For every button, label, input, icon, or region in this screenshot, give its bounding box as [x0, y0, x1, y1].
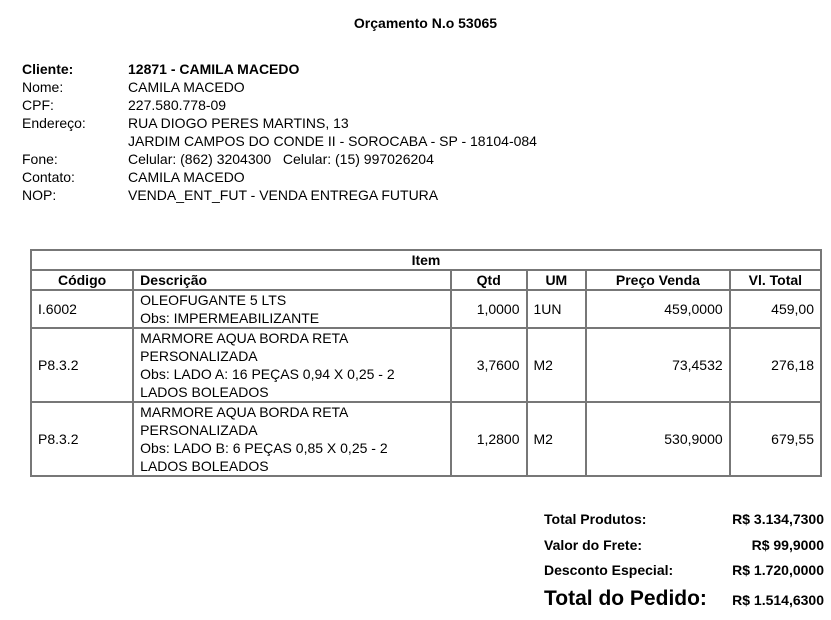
cell-um: M2 — [527, 402, 587, 476]
client-value: 12871 - CAMILA MACEDO — [128, 61, 300, 77]
client-label: NOP: — [22, 187, 57, 203]
client-row-nome — [22, 78, 537, 96]
desconto-especial-value: R$ 1.720,0000 — [732, 562, 824, 578]
total-pedido-value: R$ 1.514,6300 — [732, 592, 824, 608]
total-produtos-label: Total Produtos: — [544, 511, 647, 527]
client-label: Nome: — [22, 79, 64, 95]
cell-codigo: P8.3.2 — [31, 328, 133, 402]
obs-line: Obs: LADO B: 6 PEÇAS 0,85 X 0,25 - 2 — [140, 440, 388, 456]
total-produtos-value: R$ 3.134,7300 — [732, 511, 824, 527]
client-row-contato — [22, 168, 537, 186]
col-header-qtd: Qtd — [451, 270, 527, 290]
cell-um: M2 — [527, 328, 587, 402]
col-header-um: UM — [527, 270, 587, 290]
client-label: Contato: — [22, 169, 75, 185]
description-line: PERSONALIZADA — [140, 348, 258, 364]
valor-frete-row — [544, 537, 824, 562]
cell-codigo: P8.3.2 — [31, 402, 133, 476]
valor-frete-value: R$ 99,9000 — [751, 537, 824, 553]
client-label: CPF: — [22, 97, 54, 113]
client-label: Fone: — [22, 151, 58, 167]
obs-line: LADOS BOLEADOS — [140, 458, 269, 474]
total-pedido-row — [544, 587, 824, 611]
client-label — [22, 132, 128, 150]
client-value: 227.580.778-09 — [128, 97, 227, 113]
col-header-preco-venda: Preço Venda — [586, 270, 730, 290]
description-line: PERSONALIZADA — [140, 422, 258, 438]
cell-descricao — [133, 328, 451, 402]
obs-line: Obs: LADO A: 16 PEÇAS 0,94 X 0,25 - 2 — [140, 366, 395, 382]
client-row-nop — [22, 186, 537, 204]
cell-vl-total: 459,00 — [730, 290, 821, 328]
client-label: Endereço: — [22, 115, 86, 131]
client-value: Celular: (862) 3204300 Celular: (15) 997026204 — [128, 151, 434, 167]
client-label: Cliente: — [22, 61, 74, 77]
items-table — [30, 249, 822, 477]
col-header-codigo: Código — [31, 270, 133, 290]
description-line: OLEOFUGANTE 5 LTS — [140, 292, 287, 308]
cell-preco-venda: 459,0000 — [586, 290, 730, 328]
cell-descricao — [133, 402, 451, 476]
total-produtos-row — [544, 511, 824, 537]
obs-line: LADOS BOLEADOS — [140, 384, 269, 400]
cell-preco-venda: 73,4532 — [586, 328, 730, 402]
client-info — [22, 60, 537, 204]
col-header-descricao: Descrição — [133, 270, 451, 290]
cell-codigo: I.6002 — [31, 290, 133, 328]
cell-vl-total: 276,18 — [730, 328, 821, 402]
desconto-especial-row — [544, 562, 824, 587]
client-row-endereco-2 — [22, 132, 537, 150]
description-line: MARMORE AQUA BORDA RETA — [140, 404, 349, 420]
client-value: CAMILA MACEDO — [128, 169, 245, 185]
cell-descricao — [133, 290, 451, 328]
cell-qtd: 1,2800 — [451, 402, 527, 476]
col-header-vl-total: Vl. Total — [730, 270, 821, 290]
valor-frete-label: Valor do Frete: — [544, 537, 643, 553]
totals-summary — [544, 511, 824, 611]
table-row — [31, 402, 821, 476]
table-group-header-row — [31, 250, 821, 270]
client-value: VENDA_ENT_FUT - VENDA ENTREGA FUTURA — [128, 187, 439, 203]
cell-um: 1UN — [527, 290, 587, 328]
table-header-row — [31, 270, 821, 290]
table-row — [31, 328, 821, 402]
total-pedido-label: Total do Pedido: — [544, 587, 707, 610]
client-row-cliente — [22, 60, 537, 78]
client-row-fone — [22, 150, 537, 168]
description-line: MARMORE AQUA BORDA RETA — [140, 330, 349, 346]
client-value: RUA DIOGO PERES MARTINS, 13 — [128, 115, 349, 131]
client-row-endereco — [22, 114, 537, 132]
page-title: Orçamento N.o 53065 — [353, 15, 498, 31]
client-value: JARDIM CAMPOS DO CONDE II - SOROCABA - SP - 18104-084 — [128, 133, 537, 149]
obs-line: Obs: IMPERMEABILIZANTE — [140, 310, 320, 326]
client-row-cpf — [22, 96, 537, 114]
cell-vl-total: 679,55 — [730, 402, 821, 476]
cell-qtd: 3,7600 — [451, 328, 527, 402]
cell-qtd: 1,0000 — [451, 290, 527, 328]
group-header-item: Item — [31, 250, 821, 270]
cell-preco-venda: 530,9000 — [586, 402, 730, 476]
desconto-especial-label: Desconto Especial: — [544, 562, 674, 578]
client-value: CAMILA MACEDO — [128, 79, 245, 95]
table-row — [31, 290, 821, 328]
